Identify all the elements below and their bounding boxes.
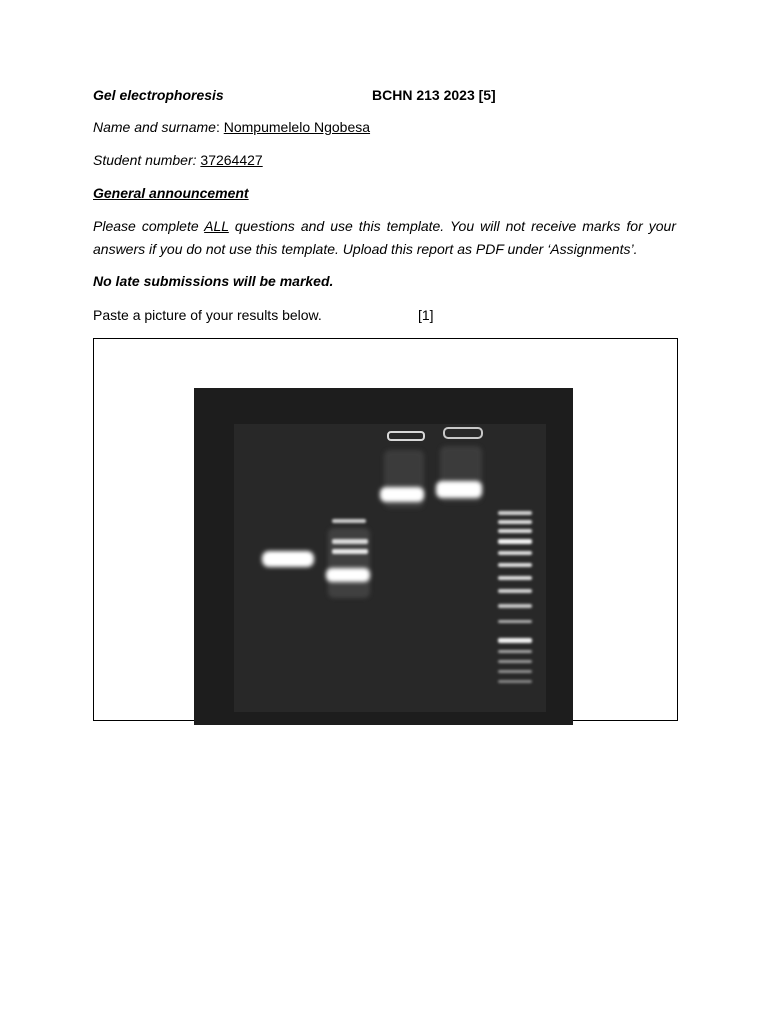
name-value: Nompumelelo Ngobesa	[223, 119, 371, 135]
lane-4-band	[436, 481, 482, 498]
lane-2-band-mid-2	[332, 549, 368, 554]
name-colon: :	[215, 119, 224, 135]
announcement-text-start: Please complete	[93, 218, 205, 234]
title-row	[93, 87, 693, 103]
ladder-band	[498, 670, 532, 673]
course-code: BCHN 213 2023 [5]	[372, 87, 496, 103]
document-title: Gel electrophoresis	[93, 87, 224, 103]
lane-2-band-mid-1	[332, 539, 368, 544]
lane-1	[262, 551, 314, 567]
ladder-band	[498, 650, 532, 653]
question-marks: [1]	[418, 307, 434, 323]
student-number-row	[93, 152, 263, 168]
late-submission-notice: No late submissions will be marked.	[93, 273, 334, 289]
lane-2	[326, 519, 370, 598]
gel-image	[194, 388, 573, 725]
ladder-band	[498, 539, 532, 544]
lane-2-smear	[328, 528, 370, 598]
announcement-emphasis: ALL	[204, 218, 229, 234]
ladder-band	[498, 680, 532, 683]
lane-2-band-upper	[332, 519, 366, 523]
ladder-band	[498, 576, 532, 580]
student-number-value: 37264427	[200, 152, 263, 168]
announcement-text	[93, 215, 676, 261]
name-label: Name and surname	[93, 119, 216, 135]
announcement-text-end: questions and use this template. You will not receive marks for your answers if you do not use this template. Upload this report as PDF under ‘Assignments’.	[93, 218, 676, 257]
question-prompt: Paste a picture of your results below.	[93, 307, 322, 323]
ladder-band	[498, 529, 532, 533]
ladder-band	[498, 563, 532, 567]
lane-3-band	[380, 487, 424, 502]
question-row	[93, 307, 453, 323]
student-number-label: Student number:	[93, 152, 201, 168]
ladder-band	[498, 589, 532, 593]
ladder-band	[498, 511, 532, 515]
name-row	[93, 119, 370, 135]
ladder-band	[498, 604, 532, 608]
lane-1-band-core	[268, 555, 308, 562]
ladder-band	[498, 520, 532, 524]
announcement-heading: General announcement	[93, 185, 249, 201]
ladder-band	[498, 638, 532, 643]
lane-2-band-main	[326, 568, 370, 582]
ladder-band	[498, 620, 532, 623]
ladder-band	[498, 551, 532, 555]
ladder-band	[498, 660, 532, 663]
